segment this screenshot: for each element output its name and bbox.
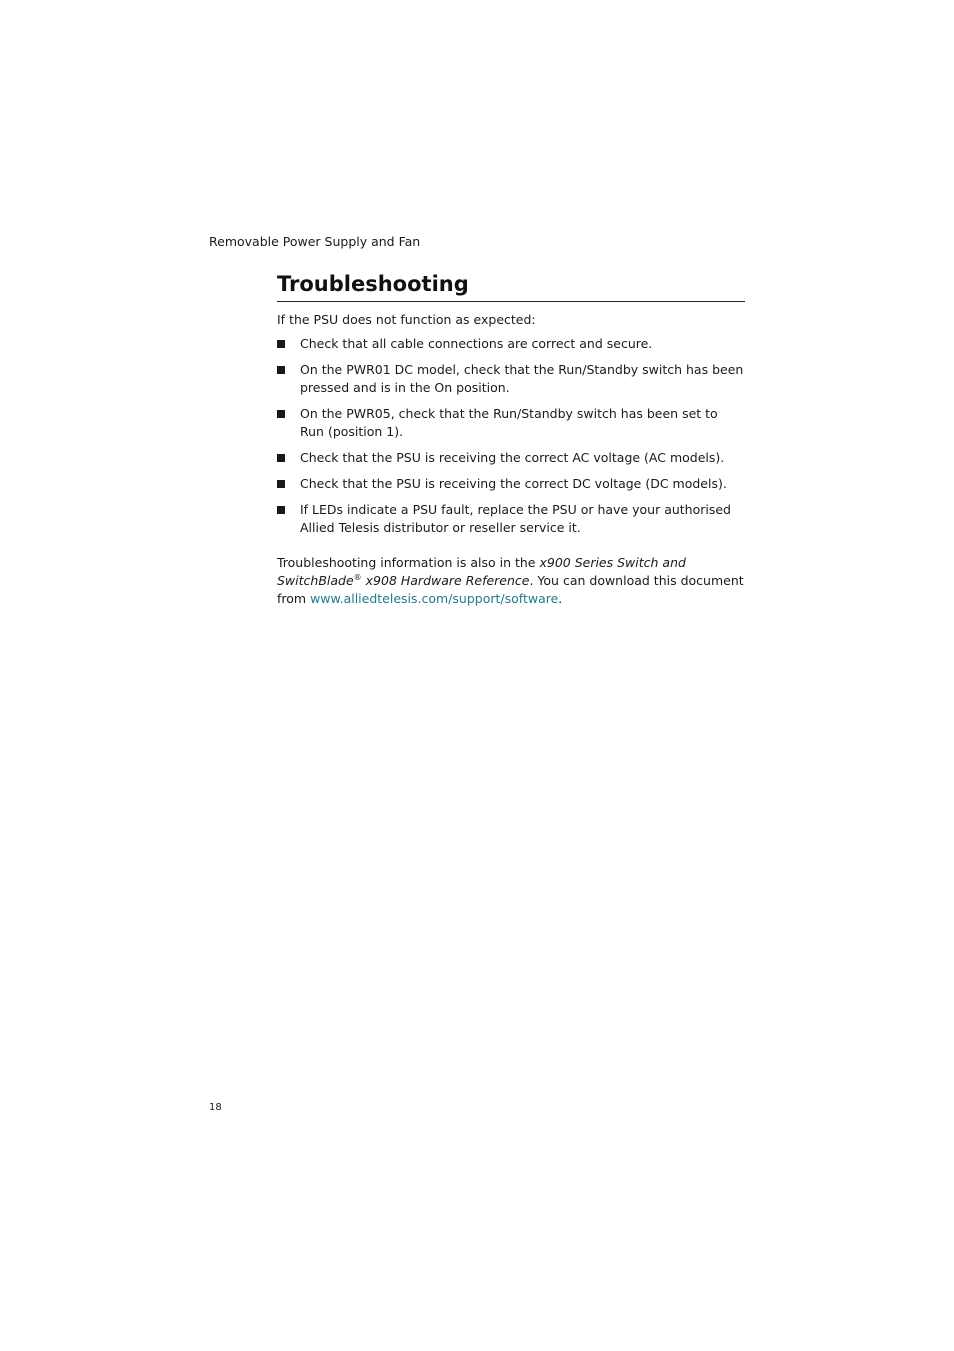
page-number: 18 <box>209 1102 222 1113</box>
list-item <box>277 405 745 441</box>
list-item-text: On the PWR01 DC model, check that the Run/Standby switch has been pressed and is in the On position. <box>300 362 744 395</box>
running-header: Removable Power Supply and Fan <box>209 234 421 249</box>
reference-title-part1: x900 Series Switch and SwitchBlade <box>277 555 686 588</box>
list-item-text: Check that the PSU is receiving the correct AC voltage (AC models). <box>300 450 725 465</box>
square-bullet-icon <box>277 454 285 462</box>
list-item <box>277 501 745 537</box>
square-bullet-icon <box>277 410 285 418</box>
list-item-text: Check that all cable connections are correct and secure. <box>300 336 653 351</box>
closing-end: . <box>558 591 563 606</box>
troubleshooting-list <box>277 335 745 537</box>
closing-middle: . You can download this document from <box>277 573 744 606</box>
registered-mark: ® <box>353 573 362 582</box>
reference-title-part2: x908 Hardware Reference <box>361 573 530 588</box>
section-title: Troubleshooting <box>277 270 745 302</box>
list-item-text: If LEDs indicate a PSU fault, replace the PSU or have your authorised Allied Telesis distributor or reseller service it. <box>300 502 731 535</box>
list-item <box>277 335 745 353</box>
square-bullet-icon <box>277 480 285 488</box>
list-item <box>277 361 745 397</box>
section-troubleshooting <box>277 270 745 608</box>
list-item-text: Check that the PSU is receiving the correct DC voltage (DC models). <box>300 476 727 491</box>
square-bullet-icon <box>277 366 285 374</box>
closing-lead: Troubleshooting information is also in the <box>277 555 540 570</box>
list-item-text: On the PWR05, check that the Run/Standby switch has been set to Run (position 1). <box>300 406 718 439</box>
square-bullet-icon <box>277 340 285 348</box>
list-item <box>277 475 745 493</box>
list-item <box>277 449 745 467</box>
support-software-link[interactable]: www.alliedtelesis.com/support/software <box>310 591 559 606</box>
square-bullet-icon <box>277 506 285 514</box>
closing-paragraph <box>277 554 745 608</box>
intro-text: If the PSU does not function as expected: <box>277 312 536 327</box>
